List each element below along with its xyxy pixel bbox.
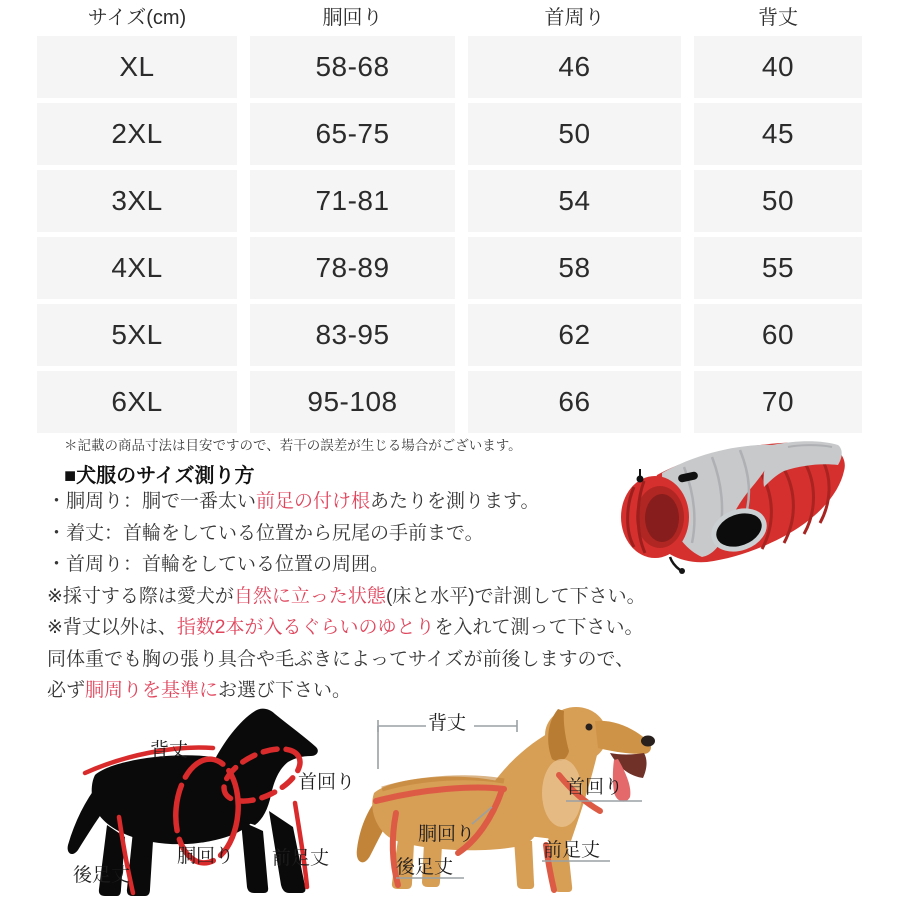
golden-dog-rear-leg-label: 後足丈 bbox=[396, 857, 454, 878]
table-header-size: サイズ(cm) bbox=[87, 7, 187, 29]
table-cell: 45 bbox=[694, 103, 862, 165]
table-cell: 70 bbox=[694, 371, 862, 433]
guide-line: ・着丈：首輪をしている位置から尻尾の手前まで。 bbox=[47, 522, 484, 544]
guide-line: ※背丈以外は、指数2本が入るぐらいのゆとりを入れて測って下さい。 bbox=[47, 617, 644, 638]
black-dog-girth-label: 胴回り bbox=[177, 846, 235, 867]
table-header-neck: 首周り bbox=[544, 7, 605, 29]
guide-heading: ■犬服のサイズ測り方 bbox=[64, 465, 255, 487]
table-cell: 78-89 bbox=[250, 237, 455, 299]
table-cell: XL bbox=[37, 36, 237, 98]
table-cell: 5XL bbox=[37, 304, 237, 366]
table-cell: 65-75 bbox=[250, 103, 455, 165]
table-row bbox=[37, 170, 862, 232]
table-cell: 66 bbox=[468, 371, 681, 433]
guide-line: ・胴周り：胴で一番太い前足の付け根あたりを測ります。 bbox=[47, 491, 540, 512]
guide-line: 必ず胴周りを基準にお選び下さい。 bbox=[47, 680, 352, 701]
golden-dog-front-leg-label: 前足丈 bbox=[543, 840, 601, 861]
table-cell: 50 bbox=[468, 103, 681, 165]
table-cell: 4XL bbox=[37, 237, 237, 299]
measure-guide bbox=[47, 486, 647, 707]
table-header-row bbox=[37, 0, 862, 36]
table-cell: 58-68 bbox=[250, 36, 455, 98]
table-cell: 54 bbox=[468, 170, 681, 232]
disclaimer-note: ＊記載の商品寸法は目安ですので、若干の誤差が生じる場合がございます。 bbox=[64, 438, 522, 453]
table-cell: 62 bbox=[468, 304, 681, 366]
guide-line: ・首周り：首輪をしている位置の周囲。 bbox=[47, 554, 390, 575]
table-header-back: 背丈 bbox=[758, 7, 798, 29]
table-row bbox=[37, 36, 862, 98]
dog-jacket-image bbox=[612, 435, 887, 580]
black-dog-neck-label: 首回り bbox=[298, 772, 356, 793]
table-cell: 60 bbox=[694, 304, 862, 366]
black-dog-rear-leg-label: 後足丈 bbox=[73, 865, 131, 886]
golden-dog-neck-label: 首回り bbox=[566, 777, 624, 798]
table-cell: 95-108 bbox=[250, 371, 455, 433]
table-row bbox=[37, 237, 862, 299]
table-row bbox=[37, 103, 862, 165]
black-dog-back-label: 背丈 bbox=[150, 740, 189, 761]
table-row bbox=[37, 371, 862, 433]
table-cell: 46 bbox=[468, 36, 681, 98]
table-row bbox=[37, 304, 862, 366]
table-cell: 58 bbox=[468, 237, 681, 299]
table-cell: 6XL bbox=[37, 371, 237, 433]
black-dog-front-leg-label: 前足丈 bbox=[272, 848, 330, 869]
size-table bbox=[37, 0, 862, 438]
table-cell: 2XL bbox=[37, 103, 237, 165]
table-cell: 50 bbox=[694, 170, 862, 232]
table-cell: 83-95 bbox=[250, 304, 455, 366]
golden-dog-girth-label: 胴回り bbox=[418, 824, 476, 845]
guide-line: 同体重でも胸の張り具合や毛ぶきによってサイズが前後しますので、 bbox=[47, 648, 635, 670]
guide-line: ※採寸する際は愛犬が自然に立った状態(床と水平)で計測して下さい。 bbox=[47, 585, 646, 607]
table-cell: 71-81 bbox=[250, 170, 455, 232]
table-cell: 55 bbox=[694, 237, 862, 299]
golden-dog-back-label: 背丈 bbox=[428, 713, 467, 734]
table-cell: 3XL bbox=[37, 170, 237, 232]
table-header-girth: 胴回り bbox=[322, 7, 383, 29]
table-cell: 40 bbox=[694, 36, 862, 98]
